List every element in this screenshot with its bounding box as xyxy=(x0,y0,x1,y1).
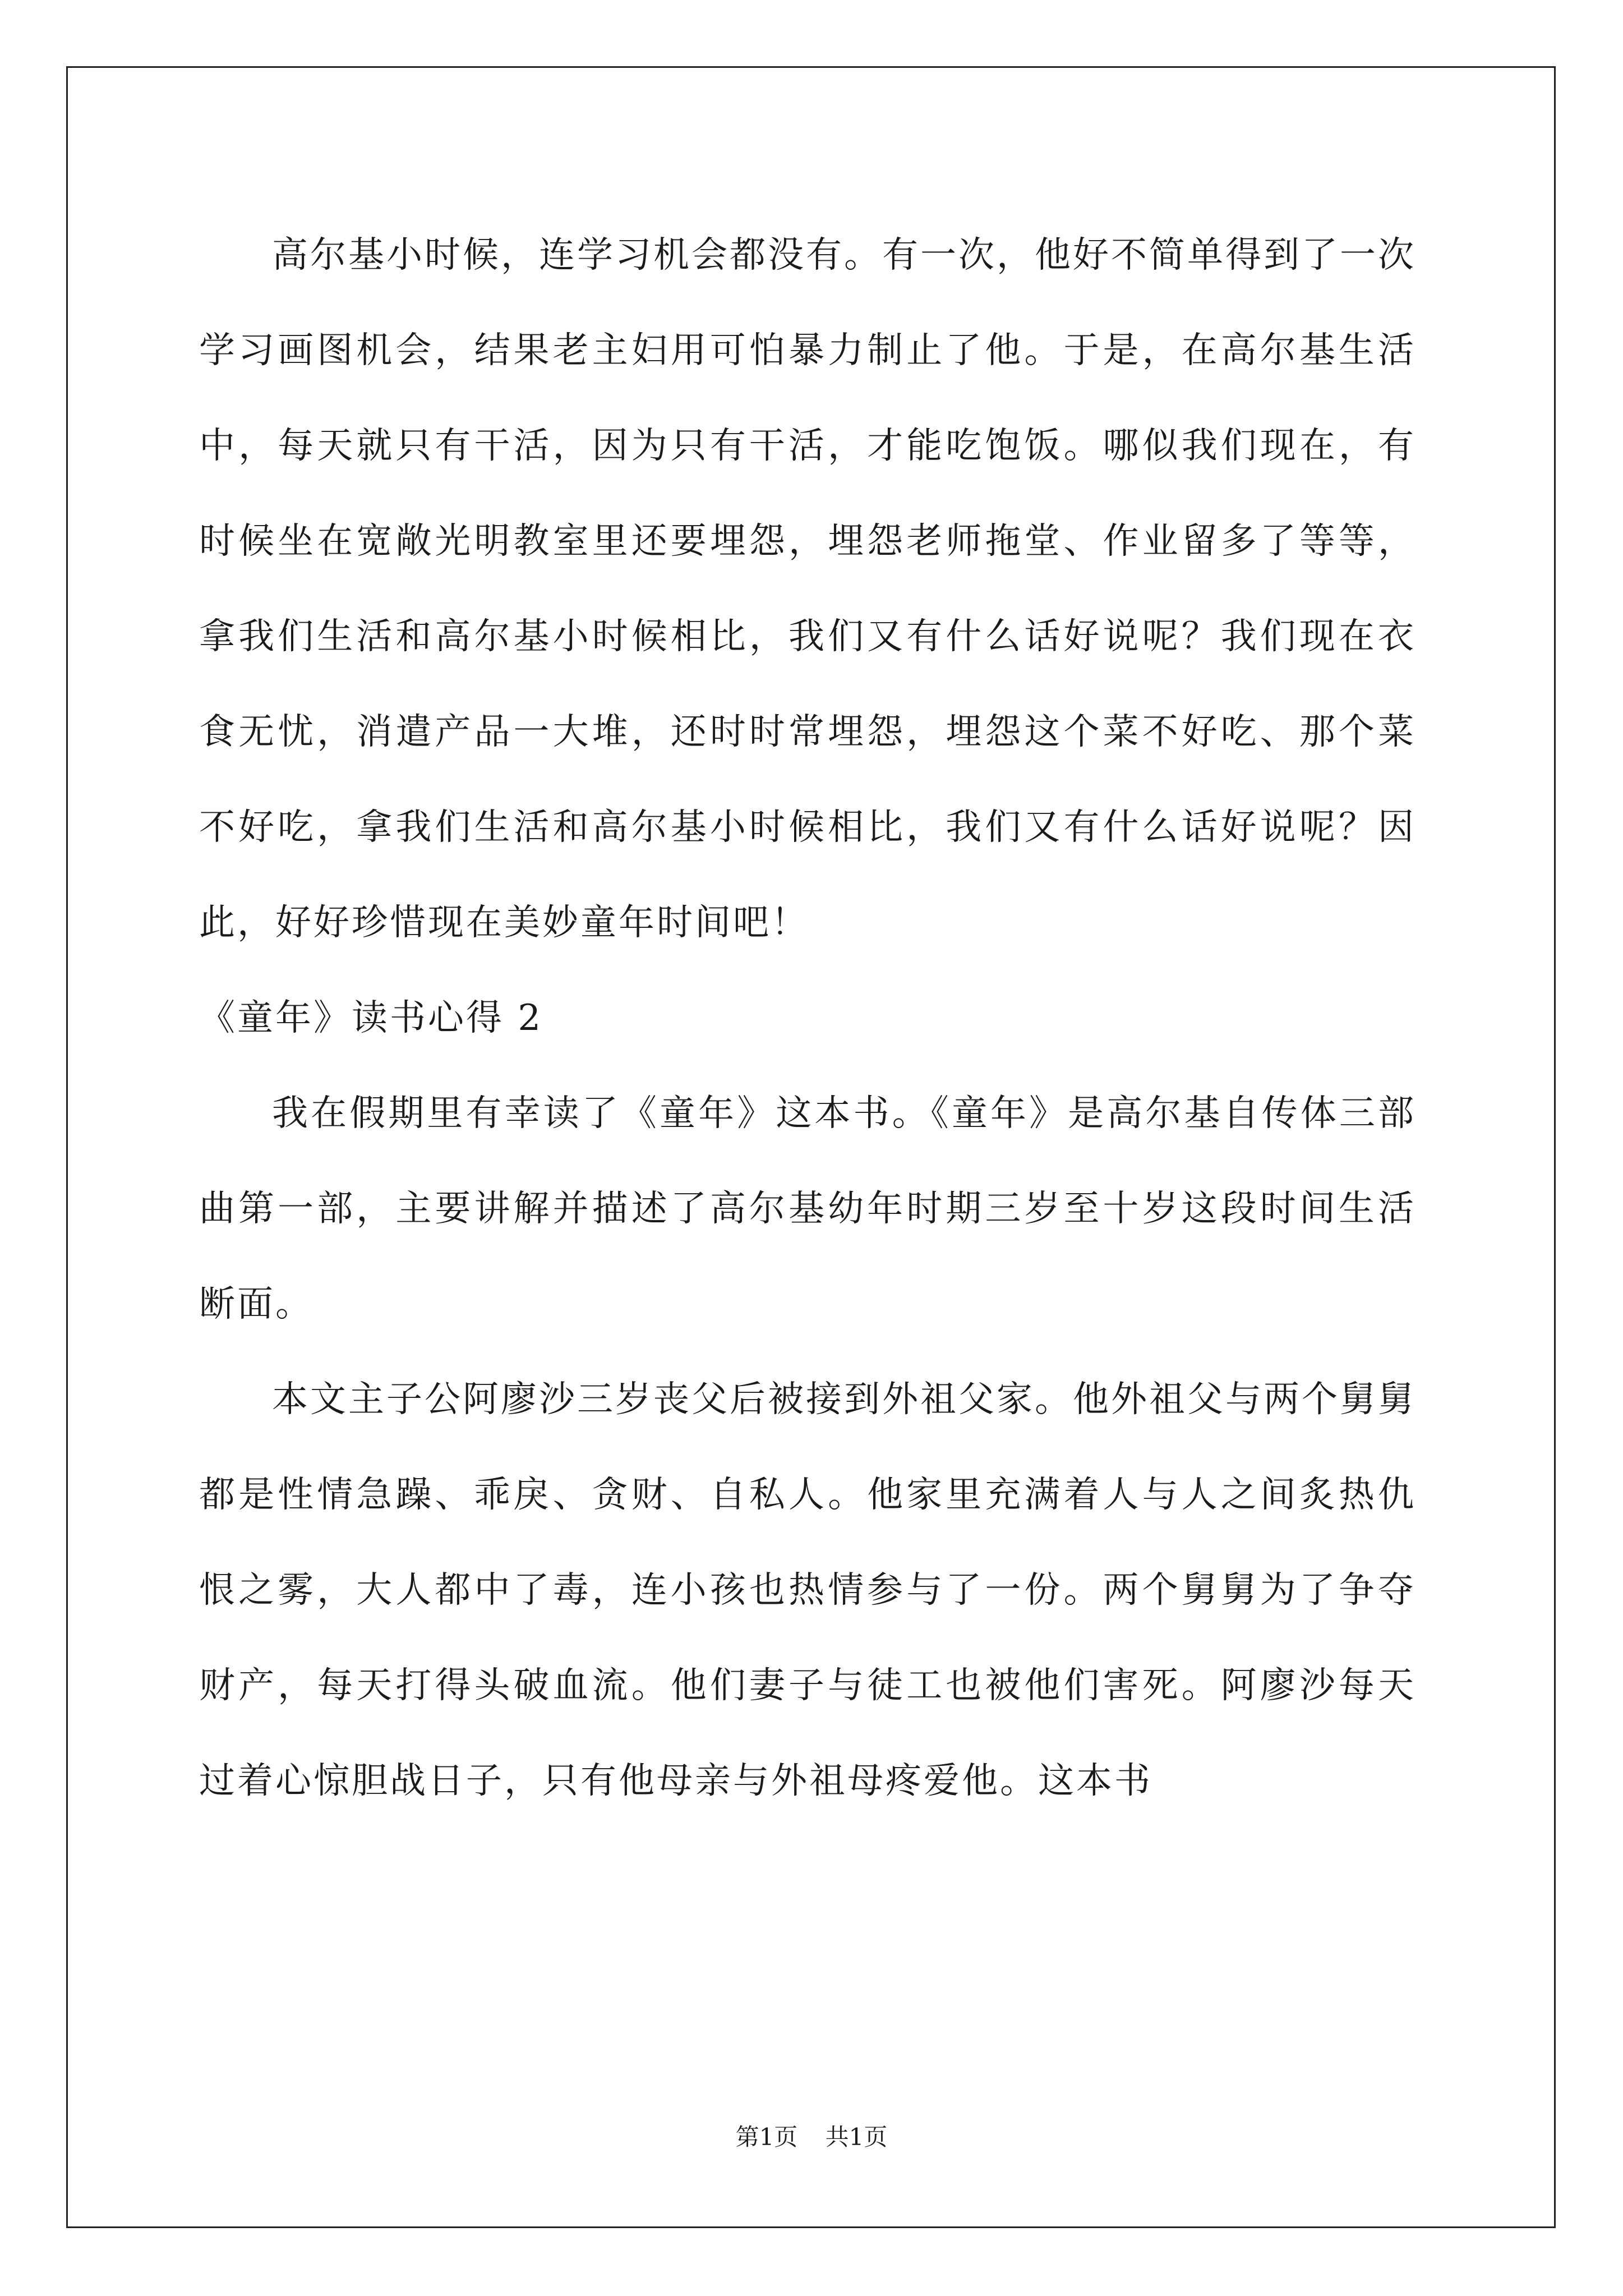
page-number-current: 第1页 xyxy=(735,2123,798,2151)
paragraph-3: 本文主子公阿廖沙三岁丧父后被接到外祖父家。他外祖父与两个舅舅都是性情急躁、乖戾、贪财、自私人。他家里充满着人与人之间炙热仇恨之雾，大人都中了毒，连小孩也热情参与了一份。两个舅舅为了争夺财产，每天打得头破血流。他们妻子与徒工也被他们害死。阿廖沙每天过着心惊胆战日子，只有他母亲与外祖母疼爱他。这本书 xyxy=(199,1379,1416,1802)
section-heading: 《童年》读书心得 2 xyxy=(199,997,543,1039)
paragraph-2: 我在假期里有幸读了《童年》这本书。《童年》是高尔基自传体三部曲第一部，主要讲解并描述了高尔基幼年时期三岁至十岁这段时间生活断面。 xyxy=(199,1093,1416,1325)
page-number-total: 共1页 xyxy=(825,2123,888,2151)
page-footer xyxy=(0,2120,1623,2154)
document-body xyxy=(199,208,1416,1829)
paragraph-1: 高尔基小时候，连学习机会都没有。有一次，他好不简单得到了一次学习画图机会，结果老主妇用可怕暴力制止了他。于是，在高尔基生活中，每天就只有干活，因为只有干活，才能吃饱饭。哪似我们现在，有时候坐在宽敞光明教室里还要埋怨，埋怨老师拖堂、作业留多了等等，拿我们生活和高尔基小时候相比，我们又有什么话好说呢？我们现在衣食无忧，消遣产品一大堆，还时时常埋怨，埋怨这个菜不好吃、那个菜不好吃，拿我们生活和高尔基小时候相比，我们又有什么话好说呢？因此，好好珍惜现在美妙童年时间吧！ xyxy=(199,234,1416,944)
